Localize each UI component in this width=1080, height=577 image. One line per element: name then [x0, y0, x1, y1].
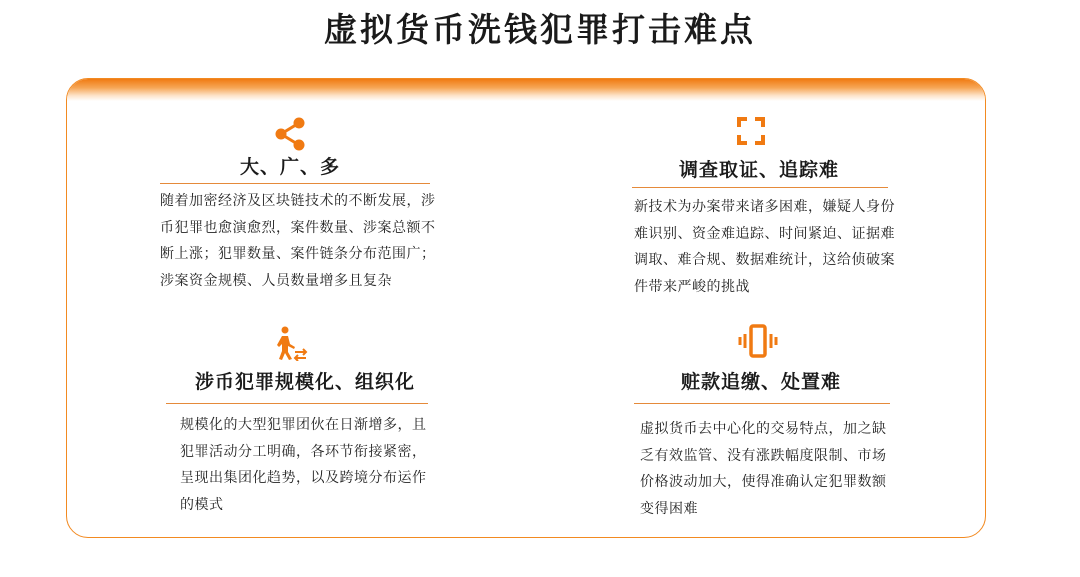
heading-scale-organization: 涉币犯罪规模化、组织化 — [194, 371, 415, 393]
block-text: 规模化的大型犯罪团伙在日渐增多，且犯罪活动分工明确，各环节衔接紧密，呈现出集团化趋势，以及跨境分布运作的模式 — [180, 417, 427, 513]
divider — [160, 183, 430, 184]
heading-recovery-disposal: 赃款追缴、处置难 — [680, 371, 841, 393]
divider — [632, 187, 888, 188]
focus-frame-icon — [734, 114, 768, 148]
divider — [166, 403, 428, 404]
divider — [634, 403, 890, 404]
page-title: 虚拟货币洗钱犯罪打击难点 — [324, 10, 756, 49]
block-text: 新技术为办案带来诸多困难，嫌疑人身份难识别、资金难追踪、时间紧迫、证据难调取、难合规、数据难统计，这给侦破案件带来严峻的挑战 — [634, 199, 895, 295]
heading-investigation-tracking: 调查取证、追踪难 — [678, 159, 839, 181]
share-icon — [270, 114, 310, 154]
panel-top-gradient — [67, 79, 985, 101]
person-transfer-icon — [272, 324, 310, 362]
block-text: 随着加密经济及区块链技术的不断发展，涉币犯罪也愈演愈烈，案件数量、涉案总额不断上涨；犯罪数量、案件链条分布范围广；涉案资金规模、人员数量增多且复杂 — [160, 193, 436, 289]
vibrating-phone-icon — [738, 322, 778, 360]
heading-large-wide-many: 大、广、多 — [239, 156, 340, 178]
block-text: 虚拟货币去中心化的交易特点，加之缺乏有效监管、没有涨跌幅度限制、市场价格波动加大，使得准确认定犯罪数额变得困难 — [640, 421, 887, 517]
